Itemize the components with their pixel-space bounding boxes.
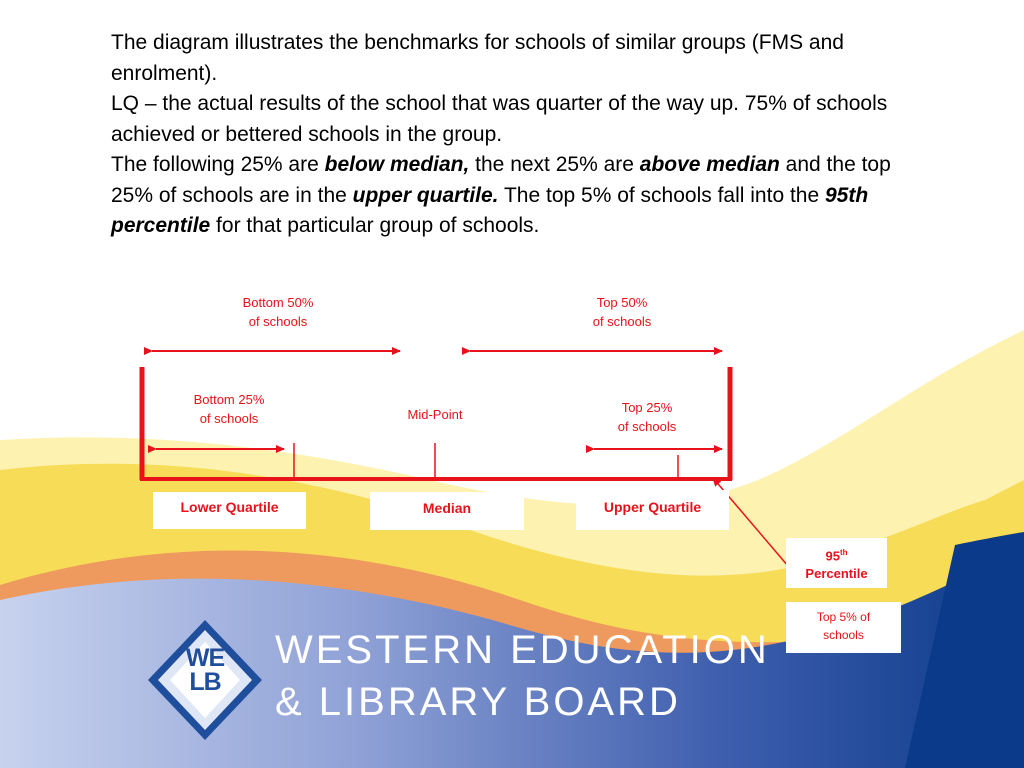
95th-percentile-box: 95th Percentile: [786, 538, 887, 588]
upper-quartile-box: Upper Quartile: [576, 490, 729, 530]
top-25-label: Top 25% of schools: [617, 400, 677, 434]
lower-quartile-box: Lower Quartile: [153, 492, 306, 529]
top-50-label: Top 50% of schools: [592, 295, 652, 329]
bottom-50-label: Bottom 50% of schools: [242, 295, 314, 329]
intro-line-3: The following 25% are below median, the next 25% are above median and the top 25% of schools are in the upper quartile. The top 5% of schools fall into the 95th percentile for that particular group of schools.: [111, 153, 891, 237]
top-5-box: Top 5% of schools: [786, 602, 901, 653]
intro-line-2: LQ – the actual results of the school that was quarter of the way up. 75% of schools achieved or bettered schools in the group.: [111, 92, 888, 146]
midpoint-label: Mid-Point: [407, 407, 463, 422]
board-name-line-2: & LIBRARY BOARD: [275, 680, 681, 724]
welb-logo-letters: WE LB: [185, 644, 225, 696]
intro-line-1: The diagram illustrates the benchmarks for schools of similar groups (FMS and enrolment).: [111, 31, 844, 85]
bottom-25-label: Bottom 25% of schools: [193, 392, 265, 426]
board-name-line-1: WESTERN EDUCATION: [275, 628, 770, 672]
median-box: Median: [370, 492, 524, 530]
